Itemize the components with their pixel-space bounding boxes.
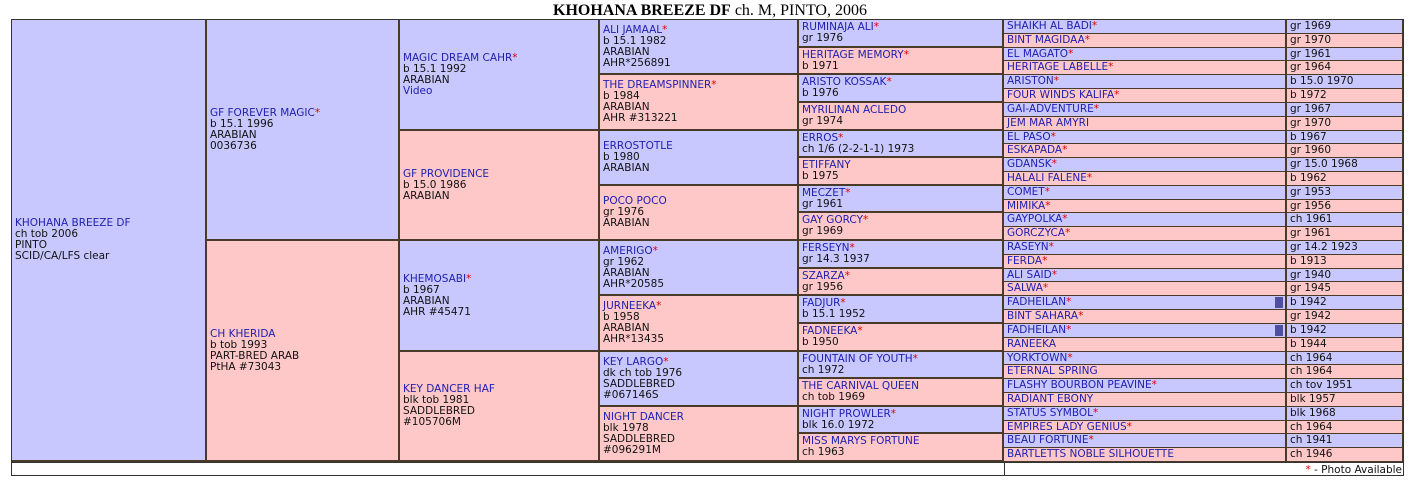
ancestor-name-link[interactable]: ERROS — [802, 131, 839, 144]
ancestor-name-link[interactable]: HERITAGE MEMORY — [802, 48, 904, 61]
ancestor-name-link[interactable]: MECZET — [802, 186, 846, 199]
ancestor-cell — [600, 20, 799, 75]
ancestor-detail: AHR*13435 — [603, 333, 665, 345]
ancestor-detail: PART-BRED ARAB — [210, 349, 300, 362]
ancestor-row-name[interactable]: GDANSK* — [1004, 158, 1287, 172]
ancestor-detail: gr 1974 — [802, 115, 844, 127]
photo-available-star[interactable]: * — [1062, 144, 1068, 156]
ancestor-name-link[interactable]: GF FOREVER MAGIC — [210, 106, 315, 119]
ancestor-name-link[interactable]: THE DREAMSPINNER — [603, 79, 712, 91]
photo-available-star[interactable]: * — [890, 407, 897, 420]
ancestor-row-name[interactable]: HERITAGE LABELLE* — [1004, 61, 1287, 75]
photo-available-star[interactable]: * — [1044, 186, 1050, 198]
photo-available-star[interactable]: * — [849, 242, 855, 254]
ancestor-row-date: gr 1960 — [1287, 144, 1403, 158]
ancestor-row-date: blk 1968 — [1287, 407, 1403, 421]
ancestor-name-link[interactable]: KHEMOSABI — [403, 272, 467, 285]
ancestor-cell — [799, 379, 1004, 407]
ancestor-detail: SCID/CA/LFS clear — [15, 250, 110, 262]
ancestor-detail: gr 1976 — [603, 206, 645, 218]
ancestor-detail: b 1975 — [802, 170, 839, 182]
photo-available-star[interactable]: * — [1108, 61, 1114, 73]
ancestor-cell — [600, 131, 799, 186]
ancestor-name-link[interactable]: SZARZA — [802, 269, 845, 282]
photo-available-star[interactable]: * — [903, 48, 909, 61]
duplicate-marker-icon — [1275, 325, 1283, 336]
ancestor-name-link[interactable]: MAGIC DREAM CAHR — [403, 51, 513, 64]
ancestor-detail: ch 1963 — [802, 446, 845, 458]
ancestor-name-link[interactable]: FERSEYN — [802, 242, 850, 254]
ancestor-cell — [600, 241, 799, 296]
photo-available-note: * - Photo Available — [1305, 464, 1402, 476]
ancestor-detail: PINTO — [15, 239, 47, 251]
ancestor-name-link[interactable]: RUMINAJA ALI — [802, 21, 874, 33]
ancestor-cell — [400, 20, 600, 131]
ancestor-cell — [799, 352, 1004, 379]
photo-available-star[interactable]: * — [1091, 20, 1098, 32]
ancestor-cell — [799, 158, 1004, 186]
ancestor-row-date: gr 1942 — [1287, 310, 1403, 324]
ancestor-cell — [799, 269, 1004, 296]
duplicate-marker-icon — [1275, 297, 1283, 308]
ancestor-row-date: gr 1961 — [1287, 48, 1403, 61]
ancestor-detail: ch 1/6 (2-2-1-1) 1973 — [802, 142, 915, 155]
photo-available-star[interactable]: * — [1066, 296, 1072, 308]
ancestor-row-date: b 1967 — [1287, 131, 1403, 144]
ancestor-detail: ARABIAN — [603, 45, 650, 58]
ancestor-detail: b 15.1 1952 — [802, 308, 866, 320]
ancestor-row-date: ch 1964 — [1287, 421, 1403, 434]
photo-available-star[interactable]: * — [1078, 310, 1084, 322]
ancestor-name-link[interactable]: FADNEEKA — [802, 325, 858, 337]
photo-available-star[interactable]: * — [1093, 103, 1100, 115]
ancestor-detail: b 1958 — [603, 311, 640, 323]
ancestor-row-name[interactable]: SALWA* — [1004, 282, 1287, 296]
ancestor-name-link[interactable]: GF PROVIDENCE — [403, 167, 490, 180]
photo-available-star[interactable]: * — [1042, 255, 1048, 267]
photo-available-star[interactable]: * — [711, 79, 717, 91]
ancestor-detail: ARABIAN — [603, 101, 650, 113]
ancestor-row-name[interactable]: FERDA* — [1004, 255, 1287, 269]
photo-available-star[interactable]: * — [652, 244, 658, 257]
ancestor-cell — [600, 186, 799, 241]
photo-available-star[interactable]: * — [1114, 89, 1120, 101]
ancestor-detail: #105706M — [403, 416, 461, 428]
page-title — [0, 2, 1420, 20]
photo-available-star[interactable]: * — [1067, 352, 1073, 364]
ancestor-name-link[interactable]: KEY DANCER HAF — [403, 383, 495, 395]
photo-available-star[interactable]: * — [838, 131, 844, 144]
photo-available-star[interactable]: * — [1126, 421, 1132, 433]
ancestor-row-name[interactable]: RASEYN* — [1004, 241, 1287, 255]
ancestor-cell — [600, 407, 799, 462]
video-link[interactable]: Video — [403, 84, 433, 97]
ancestor-detail: gr 1956 — [802, 280, 844, 293]
ancestor-row-name[interactable]: GORCZYCA* — [1004, 227, 1287, 241]
ancestor-cell — [799, 103, 1004, 131]
ancestor-cell — [799, 241, 1004, 269]
ancestor-detail: AHR*256891 — [603, 56, 671, 69]
ancestor-row-date: b 15.0 1970 — [1287, 75, 1403, 89]
ancestor-detail: ARABIAN — [603, 217, 650, 229]
ancestor-row-name[interactable]: FADHEILAN* — [1004, 296, 1287, 310]
ancestor-detail: AHR*20585 — [603, 277, 665, 290]
ancestor-name-link[interactable]: ERROSTOTLE — [603, 140, 673, 152]
ancestor-name-link[interactable]: NIGHT PROWLER — [802, 407, 891, 420]
ancestor-row-date: blk 1957 — [1287, 393, 1403, 407]
ancestor-detail: b 15.1 1982 — [603, 34, 667, 47]
photo-available-star[interactable]: * — [663, 355, 669, 368]
ancestor-detail: ch 1972 — [802, 363, 845, 376]
ancestor-row-date: ch 1964 — [1287, 365, 1403, 379]
photo-available-star[interactable]: * — [840, 297, 846, 309]
ancestor-detail: ARABIAN — [210, 128, 257, 141]
ancestor-name-link[interactable]: KHOHANA BREEZE DF — [15, 217, 131, 229]
ancestor-cell — [400, 241, 600, 352]
ancestor-detail: b 1971 — [802, 59, 839, 72]
photo-available-star[interactable]: * — [845, 186, 851, 199]
ancestor-row-date: ch 1941 — [1287, 434, 1403, 448]
ancestor-row-name[interactable]: EMPIRES LADY GENIUS* — [1004, 421, 1287, 434]
ancestor-detail: ARABIAN — [403, 294, 450, 307]
ancestor-detail: gr 1962 — [603, 255, 645, 268]
photo-available-star[interactable]: * — [662, 23, 668, 36]
ancestor-row-name[interactable]: SHAIKH AL BADI* — [1004, 20, 1287, 34]
ancestor-row-date: b 1972 — [1287, 89, 1403, 103]
ancestor-row-name[interactable]: ESKAPADA* — [1004, 144, 1287, 158]
ancestor-row-date: gr 1969 — [1287, 20, 1403, 34]
ancestor-detail: 0036736 — [210, 139, 257, 152]
ancestor-name-link[interactable]: ETIFFANY — [802, 159, 851, 171]
ancestor-row-name[interactable]: STATUS SYMBOL* — [1004, 407, 1287, 421]
ancestor-row-date: b 1942 — [1287, 296, 1403, 310]
photo-available-star[interactable]: * — [1093, 407, 1099, 419]
ancestor-row-name[interactable]: FADHEILAN* — [1004, 324, 1287, 338]
ancestor-cell — [600, 75, 799, 131]
ancestor-cell — [207, 241, 400, 462]
photo-available-star[interactable]: * — [1053, 75, 1060, 87]
ancestor-row-name[interactable]: FOUR WINDS KALIFA* — [1004, 89, 1287, 103]
ancestor-row-name[interactable]: EL PASO* — [1004, 131, 1287, 144]
ancestor-name-link[interactable]: POCO POCO — [603, 195, 667, 207]
ancestor-name-link[interactable]: FADJUR — [802, 297, 841, 309]
ancestor-row-date: gr 14.2 1923 — [1287, 241, 1403, 255]
ancestor-detail: gr 1969 — [802, 225, 844, 237]
photo-available-star[interactable]: * — [1068, 48, 1074, 60]
ancestor-name-link[interactable]: ARISTO KOSSAK — [802, 76, 887, 88]
ancestor-row-name[interactable]: JEM MAR AMYRI — [1004, 117, 1287, 131]
ancestor-name-link[interactable]: GAY GORCY — [802, 214, 863, 226]
photo-available-star[interactable]: * — [1042, 282, 1049, 294]
photo-available-star[interactable]: * — [314, 106, 321, 119]
ancestor-row-name[interactable]: ARISTON* — [1004, 75, 1287, 89]
ancestor-row-date: gr 1964 — [1287, 61, 1403, 75]
horse-name-title: KHOHANA BREEZE DF — [553, 2, 731, 19]
ancestor-row-name[interactable]: BINT MAGIDAA* — [1004, 34, 1287, 48]
ancestor-detail: ARABIAN — [603, 322, 650, 334]
ancestor-detail: SADDLEBRED — [403, 405, 475, 417]
ancestor-row-date: gr 1970 — [1287, 117, 1403, 131]
photo-available-star[interactable]: * — [1048, 241, 1054, 253]
ancestor-row-date: b 1913 — [1287, 255, 1403, 269]
ancestor-name-link[interactable]: MYRILINAN ACLEDO — [802, 104, 907, 116]
ancestor-cell — [12, 20, 207, 462]
ancestor-row-date: gr 1967 — [1287, 103, 1403, 117]
ancestor-name-link[interactable]: AMERIGO — [603, 244, 653, 257]
ancestor-cell — [799, 48, 1004, 75]
photo-available-star[interactable]: * — [886, 76, 892, 88]
ancestor-detail: blk 16.0 1972 — [802, 418, 875, 431]
photo-available-star[interactable]: * — [1062, 213, 1068, 225]
ancestor-row-name[interactable]: ALI SAID* — [1004, 269, 1287, 282]
photo-available-star[interactable]: * — [1051, 269, 1057, 281]
ancestor-detail: gr 1976 — [802, 32, 844, 44]
ancestor-cell — [600, 352, 799, 407]
ancestor-cell — [799, 75, 1004, 103]
ancestor-name-link[interactable]: KEY LARGO — [603, 355, 664, 368]
ancestor-detail: blk 1978 — [603, 421, 649, 434]
horse-details-title: ch. M, PINTO, 2006 — [734, 2, 867, 19]
ancestor-row-name[interactable]: RANEEKA — [1004, 338, 1287, 352]
ancestor-detail: b 1976 — [802, 87, 839, 99]
ancestor-detail: SADDLEBRED — [603, 432, 675, 445]
ancestor-detail: SADDLEBRED — [603, 377, 675, 390]
photo-available-star[interactable]: * — [857, 325, 863, 337]
ancestor-detail: ARABIAN — [403, 189, 450, 202]
ancestor-detail: blk tob 1981 — [403, 394, 470, 406]
ancestor-detail: b 15.1 1996 — [210, 117, 274, 130]
photo-available-star[interactable]: * — [466, 272, 472, 285]
ancestor-row-date: gr 1945 — [1287, 282, 1403, 296]
ancestor-detail: b 15.0 1986 — [403, 178, 467, 191]
photo-available-star[interactable]: * — [1050, 131, 1056, 143]
ancestor-row-name[interactable]: GAYPOLKA* — [1004, 213, 1287, 227]
ancestor-detail: ARABIAN — [603, 162, 650, 174]
ancestor-cell — [207, 20, 400, 241]
photo-available-star[interactable]: * — [656, 300, 662, 312]
ancestor-cell — [799, 131, 1004, 158]
ancestor-row-date: ch 1964 — [1287, 352, 1403, 365]
ancestor-name-link[interactable]: JURNEEKA — [603, 300, 657, 312]
ancestor-name-link[interactable]: NIGHT DANCER — [603, 410, 684, 423]
ancestor-cell — [799, 407, 1004, 434]
photo-available-star[interactable]: * — [1065, 227, 1071, 239]
ancestor-cell — [400, 131, 600, 241]
photo-available-star[interactable]: * — [1045, 200, 1051, 212]
photo-available-star[interactable]: * — [1051, 158, 1057, 170]
ancestor-row-name[interactable]: ETERNAL SPRING — [1004, 365, 1287, 379]
ancestor-row-name[interactable]: YORKTOWN* — [1004, 352, 1287, 365]
ancestor-cell — [600, 296, 799, 352]
ancestor-detail: AHR #313221 — [603, 112, 678, 124]
ancestor-row-name[interactable]: BARTLETTS NOBLE SILHOUETTE — [1004, 448, 1287, 462]
photo-available-star[interactable]: * — [1088, 434, 1094, 446]
ancestor-detail: ARABIAN — [403, 73, 450, 86]
ancestor-detail: #096291M — [603, 443, 661, 456]
ancestor-row-date: ch 1961 — [1287, 213, 1403, 227]
ancestor-detail: b tob 1993 — [210, 338, 268, 351]
ancestor-row-date: gr 15.0 1968 — [1287, 158, 1403, 172]
ancestor-detail: PtHA #73043 — [210, 360, 282, 373]
photo-available-star[interactable]: * — [844, 269, 850, 282]
ancestor-row-name[interactable]: BINT SAHARA* — [1004, 310, 1287, 324]
ancestor-cell — [799, 186, 1004, 213]
ancestor-cell — [799, 434, 1004, 462]
ancestor-row-name[interactable]: RADIANT EBONY — [1004, 393, 1287, 407]
ancestor-detail: ch tob 1969 — [802, 391, 866, 403]
ancestor-detail: b 15.1 1992 — [403, 62, 467, 75]
ancestor-row-date: b 1962 — [1287, 172, 1403, 186]
ancestor-cell — [799, 296, 1004, 324]
ancestor-cell — [400, 352, 600, 462]
photo-available-star[interactable]: * — [863, 214, 869, 226]
ancestor-detail: ARABIAN — [603, 266, 650, 279]
ancestor-row-name[interactable]: EL MAGATO* — [1004, 48, 1287, 61]
ancestor-name-link[interactable]: FOUNTAIN OF YOUTH — [802, 352, 913, 365]
photo-available-star[interactable]: * — [1066, 324, 1072, 336]
ancestor-detail: gr 1961 — [802, 197, 844, 210]
ancestor-name-link[interactable]: MISS MARYS FORTUNE — [802, 435, 920, 447]
ancestor-detail: dk ch tob 1976 — [603, 366, 683, 379]
ancestor-detail: b 1980 — [603, 151, 640, 163]
photo-available-star[interactable]: * — [512, 51, 518, 64]
ancestor-detail: b 1984 — [603, 90, 640, 102]
ancestor-cell — [799, 324, 1004, 352]
photo-available-star[interactable]: * — [1151, 379, 1157, 391]
pedigree-chart — [11, 19, 1404, 463]
ancestor-row-name[interactable]: COMET* — [1004, 186, 1287, 200]
ancestor-detail: #067146S — [603, 388, 659, 401]
photo-available-star[interactable]: * — [873, 21, 879, 33]
ancestor-row-date: gr 1956 — [1287, 200, 1403, 213]
ancestor-detail: AHR #45471 — [403, 305, 471, 318]
ancestor-row-name[interactable]: BEAU FORTUNE* — [1004, 434, 1287, 448]
ancestor-row-date: ch 1946 — [1287, 448, 1403, 462]
ancestor-row-date: b 1942 — [1287, 324, 1403, 338]
ancestor-row-date: gr 1953 — [1287, 186, 1403, 200]
ancestor-name-link[interactable]: ALI JAMAAL — [603, 23, 663, 36]
photo-available-star[interactable]: * — [1086, 172, 1093, 184]
ancestor-row-date: gr 1970 — [1287, 34, 1403, 48]
ancestor-row-name[interactable]: GAI-ADVENTURE* — [1004, 103, 1287, 117]
ancestor-name-link[interactable]: CH KHERIDA — [210, 327, 276, 340]
ancestor-row-date: ch tov 1951 — [1287, 379, 1403, 393]
photo-available-star[interactable]: * — [912, 352, 918, 365]
ancestor-row-date: gr 1940 — [1287, 269, 1403, 282]
ancestor-name-link[interactable]: THE CARNIVAL QUEEN — [802, 380, 919, 392]
photo-available-star[interactable]: * — [1084, 34, 1091, 46]
ancestor-row-name[interactable]: MIMIKA* — [1004, 200, 1287, 213]
ancestor-detail: ch tob 2006 — [15, 228, 79, 240]
pedigree-footer — [11, 463, 1404, 476]
ancestor-detail: b 1950 — [802, 336, 839, 348]
ancestor-cell — [799, 213, 1004, 241]
ancestor-cell — [799, 20, 1004, 48]
ancestor-row-date: b 1944 — [1287, 338, 1403, 352]
ancestor-detail: gr 14.3 1937 — [802, 253, 870, 265]
ancestor-row-name[interactable]: FLASHY BOURBON PEAVINE* — [1004, 379, 1287, 393]
ancestor-detail: b 1967 — [403, 283, 440, 296]
ancestor-row-name[interactable]: HALALI FALENE* — [1004, 172, 1287, 186]
ancestor-row-date: gr 1961 — [1287, 227, 1403, 241]
